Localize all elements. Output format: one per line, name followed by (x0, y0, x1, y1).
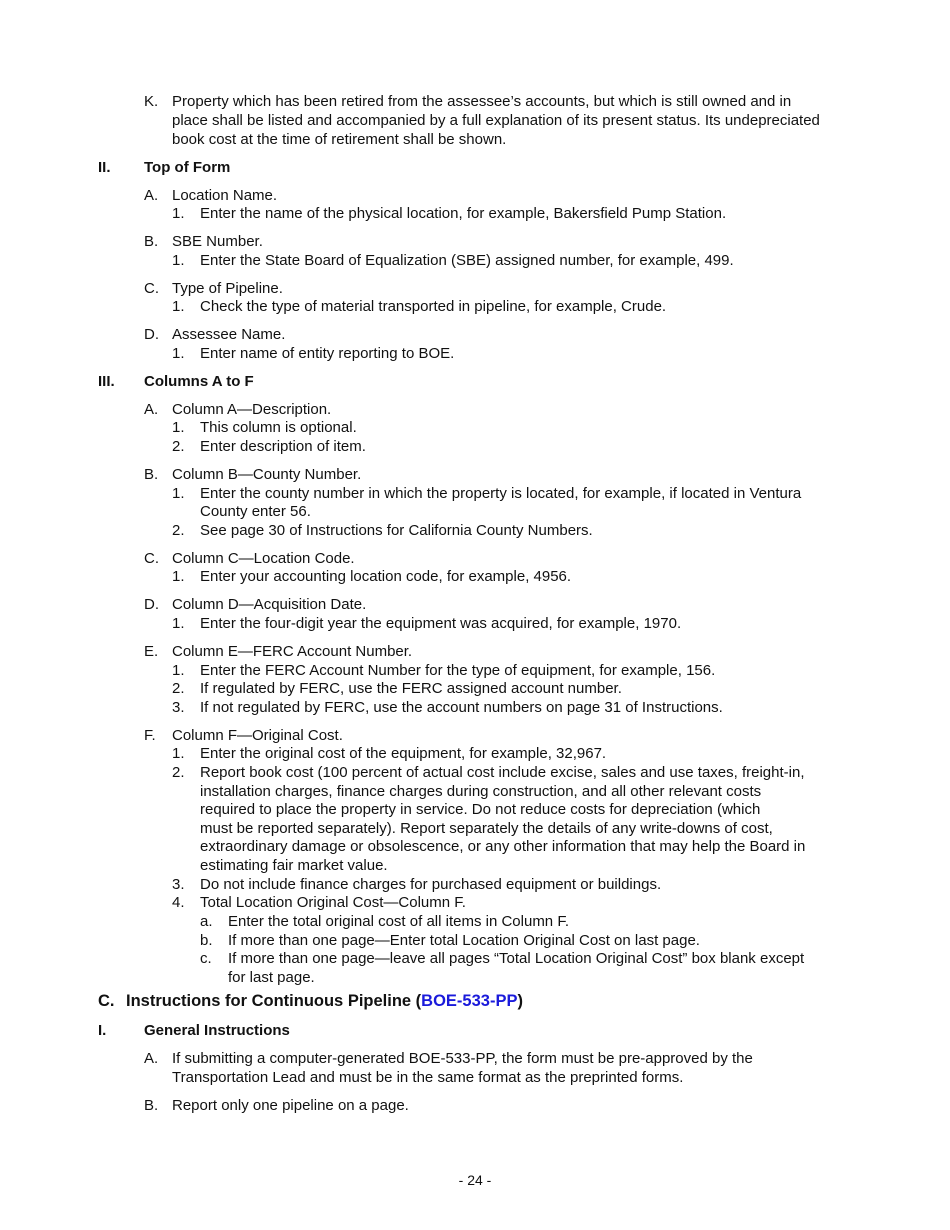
item-title: Assessee Name. (172, 326, 286, 343)
section-numeral: III. (98, 373, 115, 390)
subsubitem-marker: b. (200, 932, 213, 949)
item-title: Column B—County Number. (172, 466, 362, 483)
subitem-text: must be reported separately). Report separately the details of any write-downs of cost, (200, 820, 773, 837)
item-text-line: If submitting a computer-generated BOE-533-PP, the form must be pre-approved by the (172, 1050, 753, 1067)
subitem-text: This column is optional. (200, 419, 357, 436)
subitem-text: Enter your accounting location code, for example, 4956. (200, 568, 572, 585)
subitem-text: Enter the State Board of Equalization (SBE) assigned number, for example, 499. (200, 252, 734, 269)
subitem-text: County enter 56. (200, 503, 311, 520)
subsubitem-marker: c. (200, 950, 212, 967)
subitem-text: Enter the four-digit year the equipment was acquired, for example, 1970. (200, 615, 682, 632)
item-marker: F. (144, 727, 156, 744)
item-title: Column A—Description. (172, 401, 332, 418)
item-title: Column C—Location Code. (172, 550, 355, 567)
subitem-text: Do not include finance charges for purchased equipment or buildings. (200, 876, 662, 893)
subsubitem-text: Enter the total original cost of all items in Column F. (228, 913, 569, 930)
subitem-number: 1. (172, 662, 185, 679)
item-text-line: Transportation Lead and must be in the same format as the preprinted forms. (172, 1069, 684, 1086)
subitem-number: 1. (172, 252, 185, 269)
subitem-text: extraordinary damage or obsolescence, or any other information that may help the Board in (200, 838, 806, 855)
subsubitem-text: If more than one page—leave all pages “Total Location Original Cost” box blank except (228, 950, 805, 967)
subitem-text: Total Location Original Cost—Column F. (200, 894, 466, 911)
subitem-number: 4. (172, 894, 185, 911)
item-marker: D. (144, 596, 159, 613)
section-heading: Columns A to F (144, 373, 254, 390)
item-title: Column E—FERC Account Number. (172, 643, 413, 660)
subitem-text: Report book cost (100 percent of actual cost include excise, sales and use taxes, freight-in, (200, 764, 805, 781)
section-numeral: II. (98, 159, 111, 176)
subitem-number: 1. (172, 205, 185, 222)
subitem-text: If regulated by FERC, use the FERC assigned account number. (200, 680, 622, 697)
subitem-number: 1. (172, 745, 185, 762)
subitem-number: 2. (172, 522, 185, 539)
major-section-marker: C. (98, 992, 115, 1010)
item-text-line: place shall be listed and accompanied by a full explanation of its present status. Its undepreciated (172, 112, 820, 129)
item-title: Location Name. (172, 187, 278, 204)
section-heading: General Instructions (144, 1022, 290, 1039)
item-marker: B. (144, 1097, 159, 1114)
subsubitem-text: If more than one page—Enter total Location Original Cost on last page. (228, 932, 700, 949)
item-marker: E. (144, 643, 159, 660)
subitem-text: estimating fair market value. (200, 857, 388, 874)
subsubitem-marker: a. (200, 913, 213, 930)
subitem-number: 1. (172, 345, 185, 362)
subitem-text: Enter the name of the physical location, for example, Bakersfield Pump Station. (200, 205, 727, 222)
subitem-number: 1. (172, 568, 185, 585)
subitem-text: Enter the FERC Account Number for the type of equipment, for example, 156. (200, 662, 716, 679)
item-marker: K. (144, 93, 159, 110)
item-marker: D. (144, 326, 159, 343)
subitem-number: 1. (172, 298, 185, 315)
item-title: SBE Number. (172, 233, 263, 250)
subitem-text: Enter description of item. (200, 438, 366, 455)
heading-prefix: Instructions for Continuous Pipeline ( (126, 992, 422, 1010)
item-marker: C. (144, 280, 159, 297)
item-text-line: Property which has been retired from the assessee’s accounts, but which is still owned and in (172, 93, 792, 110)
item-marker: A. (144, 401, 159, 418)
subitem-text: If not regulated by FERC, use the account numbers on page 31 of Instructions. (200, 699, 723, 716)
subitem-number: 3. (172, 876, 185, 893)
section-numeral: I. (98, 1022, 107, 1039)
subsubitem-text: for last page. (228, 969, 315, 986)
item-marker: A. (144, 187, 159, 204)
heading-suffix: ) (517, 992, 523, 1010)
item-marker: B. (144, 466, 159, 483)
section-heading: Top of Form (144, 159, 231, 176)
item-title: Column F—Original Cost. (172, 727, 343, 744)
page-number: - 24 - (458, 1172, 492, 1188)
subitem-text: required to place the property in service. Do not reduce costs for depreciation (which (200, 801, 761, 818)
item-title: Column D—Acquisition Date. (172, 596, 367, 613)
item-text-line: book cost at the time of retirement shall be shown. (172, 131, 507, 148)
subitem-number: 3. (172, 699, 185, 716)
item-text-line: Report only one pipeline on a page. (172, 1097, 409, 1114)
boe-533-pp-link[interactable]: BOE-533-PP (421, 992, 518, 1010)
subitem-number: 1. (172, 419, 185, 436)
subitem-number: 2. (172, 764, 185, 781)
subitem-number: 1. (172, 615, 185, 632)
subitem-text: Enter the original cost of the equipment, for example, 32,967. (200, 745, 607, 762)
subitem-number: 2. (172, 438, 185, 455)
subitem-text: See page 30 of Instructions for California County Numbers. (200, 522, 593, 539)
subitem-text: installation charges, finance charges during construction, and all other relevant costs (200, 783, 762, 800)
major-section-heading (126, 992, 523, 1011)
subitem-text: Enter the county number in which the property is located, for example, if located in Ventura (200, 485, 802, 502)
item-marker: A. (144, 1050, 159, 1067)
subitem-text: Check the type of material transported in pipeline, for example, Crude. (200, 298, 667, 315)
subitem-text: Enter name of entity reporting to BOE. (200, 345, 455, 362)
item-marker: C. (144, 550, 159, 567)
item-marker: B. (144, 233, 159, 250)
subitem-number: 2. (172, 680, 185, 697)
subitem-number: 1. (172, 485, 185, 502)
item-title: Type of Pipeline. (172, 280, 283, 297)
